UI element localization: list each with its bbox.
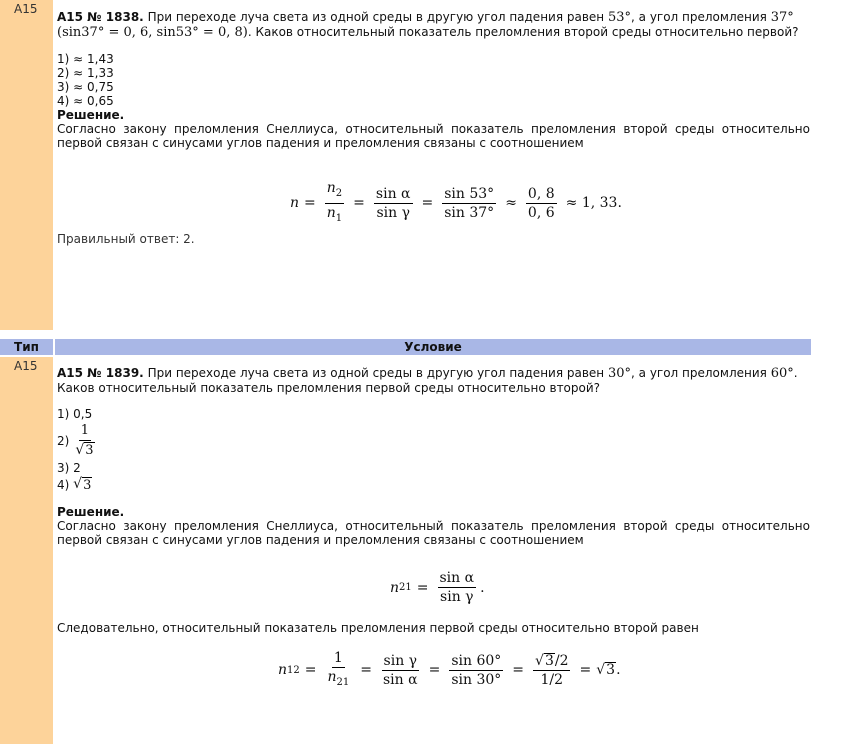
fraction [438, 570, 477, 605]
problem-1 [57, 10, 810, 150]
answer-option: 1) 0,5 [57, 407, 93, 421]
answer-option [57, 423, 810, 459]
formula-op: ≈ [505, 195, 517, 212]
problem-statement [57, 10, 810, 40]
type-label: A15 [14, 2, 38, 16]
answer-option: 3) 2 [57, 461, 81, 475]
answer-option: 4) √ 3 [57, 476, 92, 493]
denominator: 0, 6 [527, 204, 555, 221]
fraction [449, 653, 503, 688]
answer-option: 4) ≈ 0,65 [57, 94, 114, 108]
answer-option: 2) ≈ 1,33 [57, 66, 114, 80]
formula-var: n [326, 204, 336, 221]
numerator-rest: /2 [554, 652, 569, 669]
solution-label: Решение. [57, 108, 125, 122]
formula-op: = [304, 195, 316, 212]
header-type: Тип [0, 339, 53, 355]
numerator: sin α [375, 185, 411, 202]
radicand: 3 [606, 662, 616, 679]
subscript: 2 [335, 187, 343, 199]
formula-snell: n = $\frac{n_2}{n_1}$ = $\frac{\text{sin α}}{\text{sin γ}}$ = $\frac{\sin 53^\circ}{\sin 37^\circ}$ ≈ $\frac{0, 8}{0, 6}$ ≈ 1, 33. [290, 180, 627, 227]
fraction [326, 650, 352, 691]
fraction: 1 √ 3 [75, 423, 94, 458]
formula-end: . [480, 579, 485, 596]
problem-2 [57, 366, 810, 547]
formula-n21: n 21 = $\frac{\text{sin α}}{\text{sin γ}}$ . [390, 570, 485, 605]
denominator: sin γ [376, 204, 410, 221]
formula-var: n [278, 662, 288, 679]
type-cell [0, 0, 53, 330]
subscript: 1 [335, 212, 343, 224]
answer-option: 1) ≈ 1,43 [57, 52, 114, 66]
problem-id: A15 № 1838. [57, 10, 144, 24]
problem-statement [57, 366, 810, 395]
followup-text: Следовательно, относительный показатель преломления первой среды относительно второй равен [57, 621, 699, 635]
radicand: 3 [85, 443, 94, 458]
formula-n12: n 12 = $\frac{1}{n_{21}}$ = $\frac{\text{sin γ}}{\text{sin α}}$ = $\frac{\sin 60^\circ}{\sin 30^\circ}$ = √ 3 /2 1/2 = √ 3 . [278, 650, 621, 691]
correct-answer: Правильный ответ: 2. [57, 232, 195, 246]
numerator: 1 [79, 423, 91, 441]
angle-value: 53° [607, 10, 632, 25]
type-cell [0, 357, 53, 744]
numerator: sin 53° [444, 185, 495, 202]
fraction: √ 3 /2 1/2 [535, 652, 569, 688]
formula-var: n [290, 195, 300, 212]
denominator: sin 30° [451, 671, 502, 688]
statement-text: , а угол преломления [631, 10, 767, 24]
denominator: 1/2 [540, 671, 564, 688]
numerator: sin γ [383, 652, 418, 669]
radicand: 3 [83, 478, 92, 493]
angle-value: 60° [770, 366, 794, 381]
formula-var: n [327, 669, 337, 685]
question-text: . Каков относительный показатель преломления первой среды относительно второй? [57, 366, 798, 395]
question-text: . Каков относительный показатель преломления второй среды относительно первой? [247, 25, 799, 39]
numerator: 0, 8 [527, 185, 555, 202]
formula-result: ≈ 1, 33. [565, 195, 622, 212]
denominator: sin 37° [444, 204, 495, 221]
subscript: 21 [336, 676, 350, 688]
numerator: 1 [333, 650, 343, 666]
denominator: sin γ [440, 589, 474, 605]
header-condition: Условие [55, 339, 811, 355]
formula-var: n [390, 579, 400, 596]
option-label: 2) [57, 434, 70, 448]
denominator: sin α [383, 671, 418, 688]
statement-text: При переходе луча света из одной среды в другую угол падения равен [147, 10, 605, 24]
fraction [374, 186, 413, 221]
fraction [381, 653, 420, 688]
solution-label: Решение. [57, 505, 125, 519]
solution-text: Согласно закону преломления Снеллиуса, относительный показатель преломления второй среды относительно первой связан с синусами углов падения и преломления связаны с соотношением [57, 122, 810, 150]
formula-var: n [326, 180, 336, 196]
given-values: (sin37° = 0, 6, sin53° = 0, 8) [57, 25, 248, 40]
subscript: 12 [287, 664, 300, 676]
radicand: 3 [544, 652, 554, 669]
fraction [442, 186, 496, 221]
type-label: A15 [14, 359, 38, 373]
numerator: sin 60° [451, 652, 502, 669]
answer-option: 3) ≈ 0,75 [57, 80, 114, 94]
option-label: 4) [57, 478, 70, 492]
fraction [526, 186, 557, 221]
angle-value: 30° [607, 366, 632, 381]
statement-text: При переходе луча света из одной среды в другую угол падения равен [147, 366, 605, 380]
angle-value: 37° [770, 10, 794, 25]
solution-text: Согласно закону преломления Снеллиуса, относительный показатель преломления второй среды относительно первой связан с синусами углов падения и преломления связаны с соотношением [57, 519, 810, 547]
fraction [325, 180, 344, 227]
numerator: sin α [439, 570, 475, 586]
subscript: 21 [399, 582, 412, 593]
formula-end: . [616, 662, 621, 679]
statement-text: , а угол преломления [631, 366, 767, 380]
problem-id: A15 № 1839. [57, 366, 144, 380]
